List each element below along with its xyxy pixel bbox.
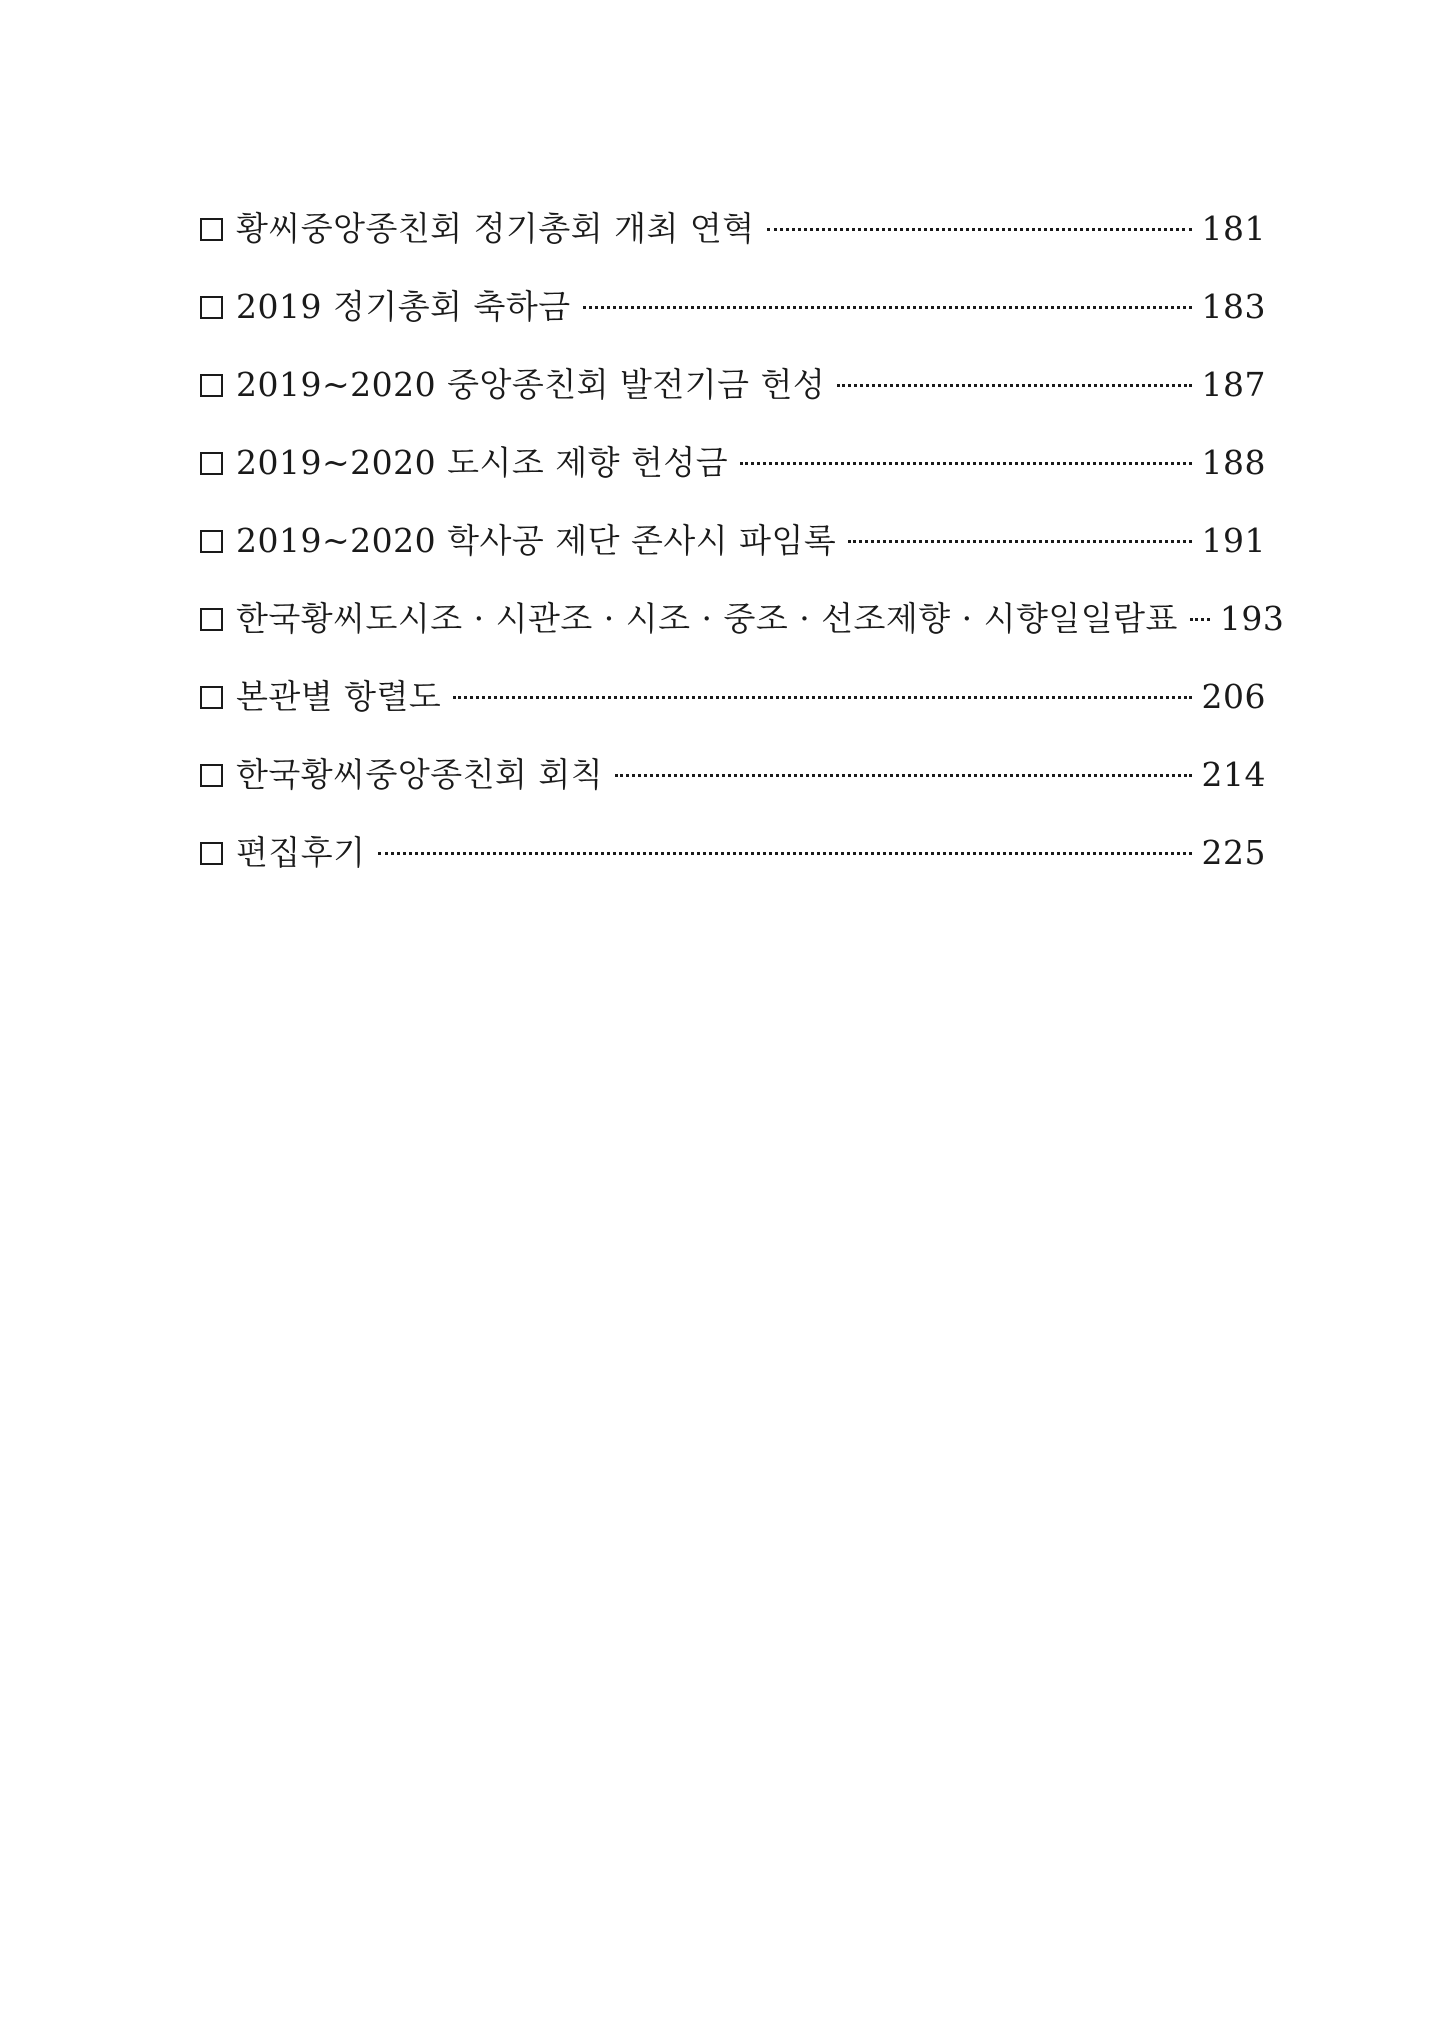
- checkbox-icon: [200, 608, 223, 631]
- dot-leader: [740, 462, 1191, 465]
- toc-entry-title: 한국황씨도시조 · 시관조 · 시조 · 중조 · 선조제향 · 시향일일람표: [236, 599, 1178, 638]
- toc-page-number: 206: [1201, 677, 1266, 716]
- dot-leader: [615, 774, 1191, 777]
- toc-page-number: 181: [1201, 209, 1266, 248]
- toc-page-number: 183: [1201, 287, 1266, 326]
- checkbox-icon: [200, 530, 223, 553]
- toc-entry: [200, 593, 1285, 671]
- toc-entry-title: 2019~2020 도시조 제향 헌성금: [236, 443, 729, 482]
- dot-leader: [583, 306, 1192, 309]
- checkbox-icon: [200, 296, 223, 319]
- checkbox-icon: [200, 218, 223, 241]
- toc-page-number: 214: [1201, 755, 1266, 794]
- toc-entry: [200, 749, 1266, 827]
- checkbox-icon: [200, 764, 223, 787]
- checkbox-icon: [200, 374, 223, 397]
- toc-entry: [200, 281, 1266, 359]
- toc-entry: [200, 437, 1266, 515]
- toc-entry: [200, 827, 1266, 905]
- toc-page-number: 225: [1201, 833, 1266, 872]
- toc-entry-title: 2019~2020 학사공 제단 존사시 파임록: [236, 521, 837, 560]
- dot-leader: [767, 228, 1192, 231]
- dot-leader: [1190, 618, 1210, 621]
- dot-leader: [453, 696, 1191, 699]
- checkbox-icon: [200, 452, 223, 475]
- toc-entry-title: 본관별 항렬도: [236, 677, 442, 716]
- toc-entry-title: 황씨중앙종친회 정기총회 개최 연혁: [236, 209, 755, 248]
- toc-entry-title: 2019~2020 중앙종친회 발전기금 헌성: [236, 365, 826, 404]
- toc-page-number: 193: [1219, 599, 1285, 638]
- dot-leader: [378, 852, 1192, 855]
- checkbox-icon: [200, 686, 223, 709]
- dot-leader: [848, 540, 1191, 543]
- toc-page-number: 187: [1201, 365, 1266, 404]
- table-of-contents: [200, 203, 1285, 905]
- toc-entry: [200, 515, 1266, 593]
- toc-entry-title: 편집후기: [236, 833, 366, 872]
- toc-entry: [200, 671, 1266, 749]
- toc-entry: [200, 203, 1266, 281]
- toc-entry: [200, 359, 1266, 437]
- dot-leader: [837, 384, 1191, 387]
- checkbox-icon: [200, 842, 223, 865]
- toc-page-number: 188: [1201, 443, 1266, 482]
- toc-entry-title: 한국황씨중앙종친회 회칙: [236, 755, 604, 794]
- toc-entry-title: 2019 정기총회 축하금: [236, 287, 571, 326]
- toc-page-number: 191: [1201, 521, 1266, 560]
